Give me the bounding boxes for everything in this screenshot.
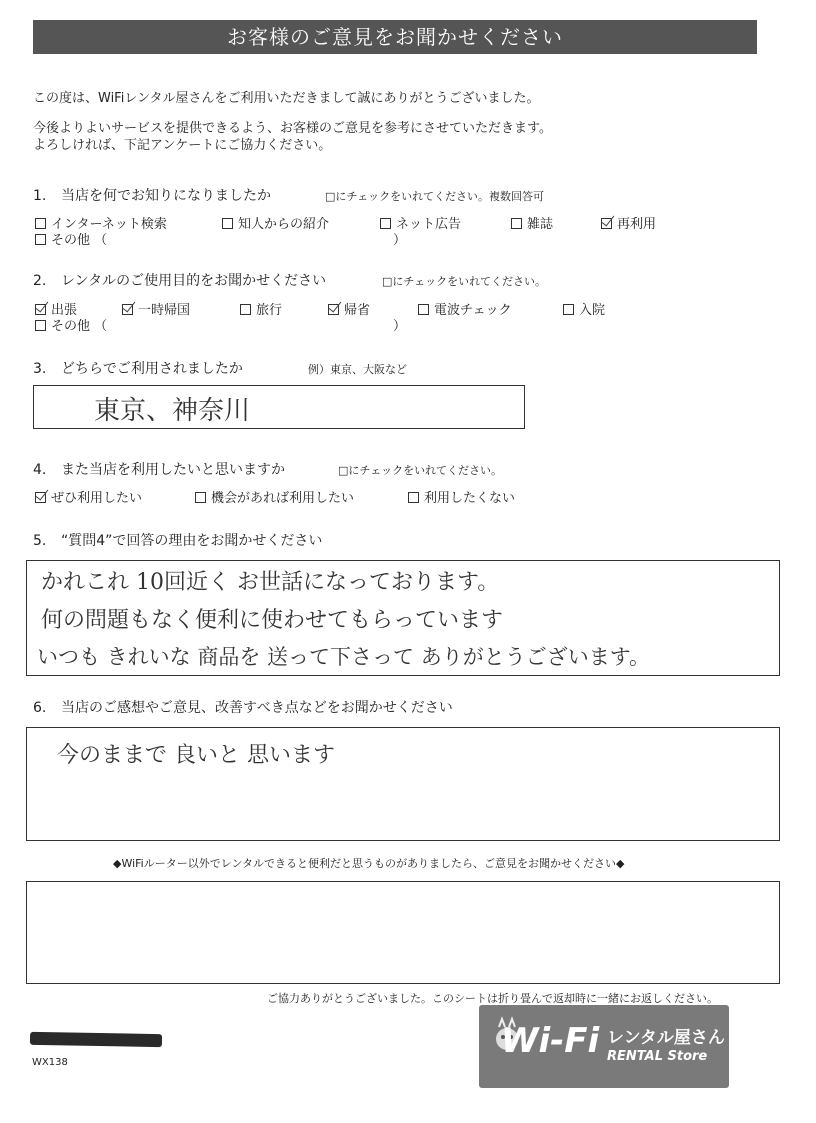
question-1-text: 当店を何でお知りになりましたか [61, 188, 271, 204]
q1-option-other[interactable]: その他 （ [35, 229, 107, 248]
q1-option-reuse[interactable]: 再利用 [601, 213, 656, 232]
question-1-note: □にチェックをいれてください。複数回答可 [325, 190, 545, 203]
q1-other-close: ） [393, 233, 407, 248]
q2-option-travel[interactable]: 旅行 [240, 299, 282, 318]
logo-store-text: RENTAL Store [607, 1049, 708, 1064]
question-2: 2. レンタルのご使用目的をお聞かせください [33, 273, 327, 289]
footer-thanks: ご協力ありがとうございました。このシートは折り畳んで返却時に一緒にお返しください。 [267, 992, 718, 1005]
checkbox-icon[interactable] [563, 304, 574, 315]
intro-line-1: この度は、WiFiレンタル屋さんをご利用いただきまして誠にありがとうございました。 [33, 91, 540, 106]
checkbox-checked-icon[interactable] [35, 304, 46, 315]
question-2-note: □にチェックをいれてください。 [382, 275, 547, 288]
checkbox-icon[interactable] [35, 320, 46, 331]
redacted-code-bar [30, 1032, 162, 1047]
checkbox-icon[interactable] [35, 234, 46, 245]
question-1 [33, 185, 271, 205]
q4-option-definitely[interactable]: ぜひ利用したい [35, 487, 142, 506]
q2-option-business-trip[interactable]: 出張 [35, 299, 77, 318]
q1-option-referral[interactable]: 知人からの紹介 [222, 213, 329, 232]
checkbox-checked-icon[interactable] [601, 218, 612, 229]
q1-option-search[interactable]: インターネット検索 [35, 213, 167, 232]
checkbox-checked-icon[interactable] [328, 304, 339, 315]
checkbox-icon[interactable] [195, 492, 206, 503]
q2-option-other[interactable]: その他 （ [35, 315, 107, 334]
question-3-answer: 東京、神奈川 [94, 396, 251, 426]
question-4: 4. また当店を利用したいと思いますか [33, 462, 285, 478]
checkbox-icon[interactable] [511, 218, 522, 229]
checkbox-icon[interactable] [408, 492, 419, 503]
question-5-answer-line-2: 何の問題もなく便利に使わせてもらっています [41, 608, 504, 633]
question-1-number: 1. [33, 188, 47, 204]
logo-rental-text: レンタル屋さん [607, 1028, 725, 1048]
checkbox-icon[interactable] [35, 218, 46, 229]
q2-option-signal-check[interactable]: 電波チェック [418, 299, 512, 318]
question-5-answer-box[interactable] [26, 560, 780, 676]
q1-option-magazine[interactable]: 雑誌 [511, 213, 553, 232]
q4-option-if-chance[interactable]: 機会があれば利用したい [195, 487, 354, 506]
question-3-answer-box[interactable] [33, 385, 525, 429]
checkbox-checked-icon[interactable] [35, 492, 46, 503]
page-title: お客様のご意見をお聞かせください [33, 20, 757, 54]
checkbox-icon[interactable] [380, 218, 391, 229]
question-5-answer-line-1: かれこれ 10回近く お世話になっております。 [41, 570, 500, 595]
q4-option-no[interactable]: 利用したくない [408, 487, 515, 506]
question-3-note: 例）東京、大阪など [308, 363, 407, 376]
question-7-text: ◆WiFiルーター以外でレンタルできると便利だと思うものがありましたら、ご意見をお聞かせください◆ [113, 857, 625, 870]
question-5-answer-line-3: いつも きれいな 商品を 送って下さって ありがとうございます。 [37, 645, 651, 669]
q2-option-hospital[interactable]: 入院 [563, 299, 605, 318]
checkbox-icon[interactable] [240, 304, 251, 315]
question-7-answer-box[interactable] [26, 881, 780, 984]
question-3: 3. どちらでご利用されましたか [33, 361, 243, 377]
q1-option-net-ad[interactable]: ネット広告 [380, 213, 461, 232]
question-4-note: □にチェックをいれてください。 [338, 464, 503, 477]
checkbox-icon[interactable] [418, 304, 429, 315]
checkbox-checked-icon[interactable] [122, 304, 133, 315]
question-6-answer: 今のままで 良いと 思います [57, 743, 335, 768]
q2-option-temporary-return[interactable]: 一時帰国 [122, 299, 190, 318]
wifi-rental-logo [479, 1005, 729, 1088]
q2-option-homecoming[interactable]: 帰省 [328, 299, 370, 318]
q2-other-close: ） [393, 319, 407, 334]
intro-line-3: よろしければ、下記アンケートにご協力ください。 [33, 138, 332, 153]
intro-line-2: 今後よりよいサービスを提供できるよう、お客様のご意見を参考にさせていただきます。 [33, 121, 552, 136]
question-6: 6. 当店のご感想やご意見、改善すべき点などをお聞かせください [33, 700, 453, 716]
checkbox-icon[interactable] [222, 218, 233, 229]
question-6-answer-box[interactable] [26, 727, 780, 841]
question-5: 5. “質問4”で回答の理由をお聞かせください [33, 533, 323, 549]
form-code: WX138 [32, 1057, 68, 1068]
logo-wifi-text: Wi-Fi [501, 1021, 600, 1061]
